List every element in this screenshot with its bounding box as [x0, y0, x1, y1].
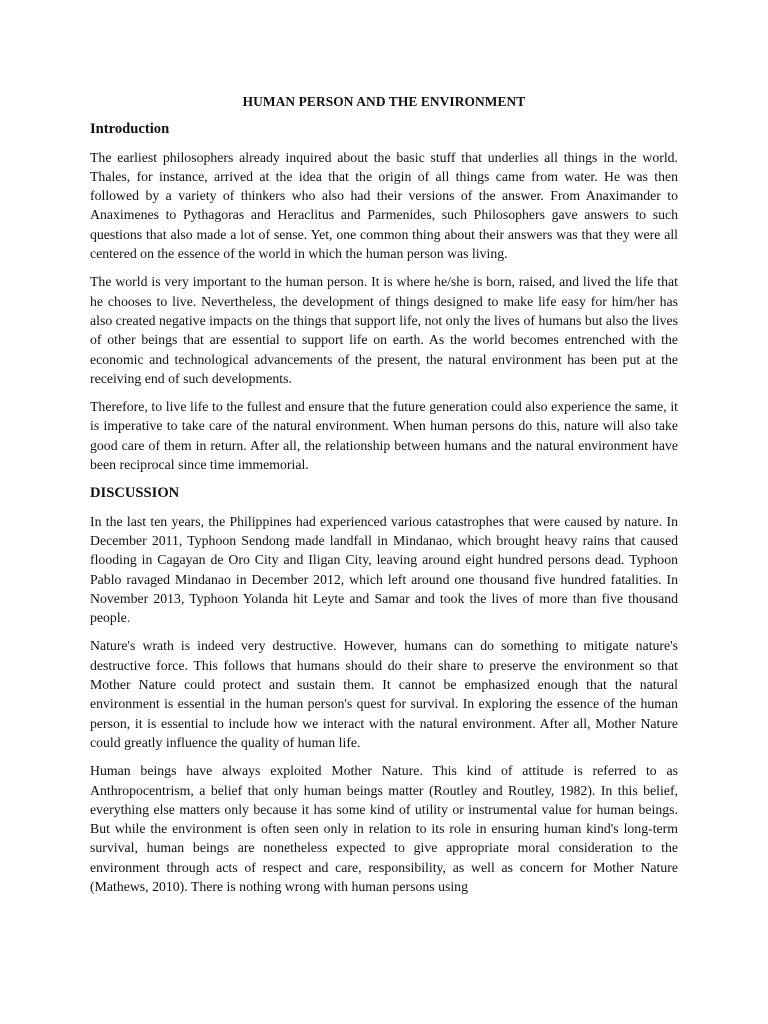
document-page [90, 92, 678, 905]
discussion-paragraph-2: Nature's wrath is indeed very destructive. However, humans can do something to mitigate nature's destructive force. This follows that humans should do their share to preserve the environment so that Mother Nature could protect and sustain them. It cannot be emphasized enough that the natural environment is essential in the human person's quest for survival. In exploring the essence of the human person, it is essential to include how we interact with the natural environment. After all, Mother Nature could greatly influence the quality of human life. [90, 638, 678, 750]
discussion-paragraph-3: Human beings have always exploited Mother Nature. This kind of attitude is referred to as Anthropocentrism, a belief that only human beings matter (Routley and Routley, 1982). In this belief, everything else matters only because it has some kind of utility or instrumental value for human beings. But while the environment is often seen only in relation to its role in ensuring human kind's long-term survival, human beings are nonetheless expected to give appropriate moral consideration to the environment through acts of respect and care, responsibility, as well as concern for Mother Nature (Mathews, 2010). There is nothing wrong with human persons using [90, 763, 678, 894]
introduction-paragraph-2: The world is very important to the human person. It is where he/she is born, raised, and lived the life that he chooses to live. Nevertheless, the development of things designed to make life easy for him/her has also created negative impacts on the things that support life, not only the lives of humans but also the lives of other beings that are essential to support life on earth. As the world becomes entrenched with the economic and technological advancements of the present, the natural environment has been put at the receiving end of such developments. [90, 274, 678, 386]
discussion-paragraph-1: In the last ten years, the Philippines had experienced various catastrophes that were caused by nature. In December 2011, Typhoon Sendong made landfall in Mindanao, which brought heavy rains that caused flooding in Cagayan de Oro City and Iligan City, leaving around eight hundred persons dead. Typhoon Pablo ravaged Mindanao in December 2012, which left around one thousand five hundred fatalities. In November 2013, Typhoon Yolanda hit Leyte and Samar and took the lives of more than five thousand people. [90, 513, 678, 626]
document-title: HUMAN PERSON AND THE ENVIRONMENT [242, 94, 526, 109]
discussion-section [90, 484, 678, 896]
introduction-section [90, 120, 678, 474]
discussion-heading: DISCUSSION [90, 485, 180, 502]
introduction-paragraph-1: The earliest philosophers already inquired about the basic stuff that underlies all things in the world. Thales, for instance, arrived at the idea that the origin of all things came from water. He was then followed by a variety of thinkers who also had their versions of the answer. From Anaximander to Anaximenes to Pythagoras and Heraclitus and Parmenides, such Philosophers gave answers to such questions that also made a lot of sense. Yet, one common thing about their answers was that they were all centered on the essence of the world in which the human person was living. [90, 149, 678, 262]
introduction-paragraph-3: Therefore, to live life to the fullest and ensure that the future generation could also experience the same, it is imperative to take care of the natural environment. When human persons do this, nature will also take good care of them in return. After all, the relationship between humans and the natural environment have been reciprocal since time immemorial. [90, 399, 678, 473]
introduction-heading: Introduction [90, 121, 170, 138]
